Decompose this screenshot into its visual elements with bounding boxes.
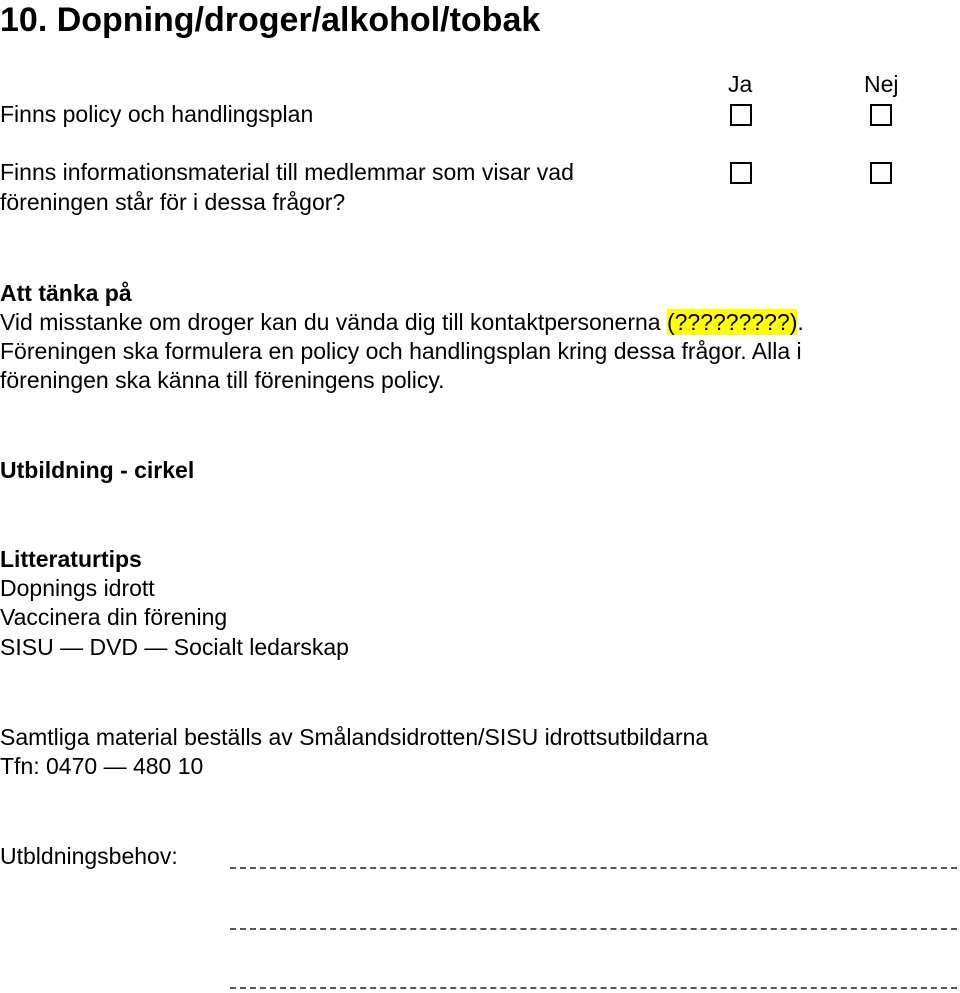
think-line1-text: Vid misstanke om droger kan du vända dig till kontaktpersonerna <box>0 309 667 335</box>
order-info: Samtliga material beställs av Smålandsidrotten/SISU idrottsutbildarna <box>0 724 709 750</box>
needs-line[interactable] <box>230 867 957 869</box>
checkbox-info-yes[interactable] <box>730 162 752 184</box>
education-heading: Utbildning - cirkel <box>0 457 195 483</box>
checkbox-policy-yes[interactable] <box>730 104 752 126</box>
checkbox-policy-no[interactable] <box>870 104 892 126</box>
section-title: 10. Dopning/droger/alkohol/tobak <box>0 1 541 39</box>
phone-number: Tfn: 0470 — 480 10 <box>0 753 204 779</box>
think-line2: Föreningen ska formulera en policy och handlingsplan kring dessa frågor. Alla i <box>0 338 802 364</box>
question-info-material-line1: Finns informationsmaterial till medlemmar som visar vad <box>0 159 574 185</box>
think-line1-end: . <box>797 309 804 335</box>
question-policy: Finns policy och handlingsplan <box>0 101 314 127</box>
column-header-no: Nej <box>864 71 899 97</box>
needs-label: Utbldningsbehov: <box>0 843 178 869</box>
literature-item: Vaccinera din förening <box>0 604 228 630</box>
question-info-material-line2: föreningen står för i dessa frågor? <box>0 189 346 215</box>
needs-line[interactable] <box>230 987 957 989</box>
checkbox-info-no[interactable] <box>870 162 892 184</box>
literature-item: Dopnings idrott <box>0 575 155 601</box>
column-header-yes: Ja <box>728 71 753 97</box>
contact-placeholder: (?????????) <box>666 309 798 335</box>
think-heading: Att tänka på <box>0 280 132 306</box>
literature-item: SISU — DVD — Socialt ledarskap <box>0 634 349 660</box>
think-line3: föreningen ska känna till föreningens policy. <box>0 367 445 393</box>
literature-heading: Litteraturtips <box>0 546 142 572</box>
think-line1 <box>0 308 804 337</box>
needs-line[interactable] <box>230 928 957 930</box>
